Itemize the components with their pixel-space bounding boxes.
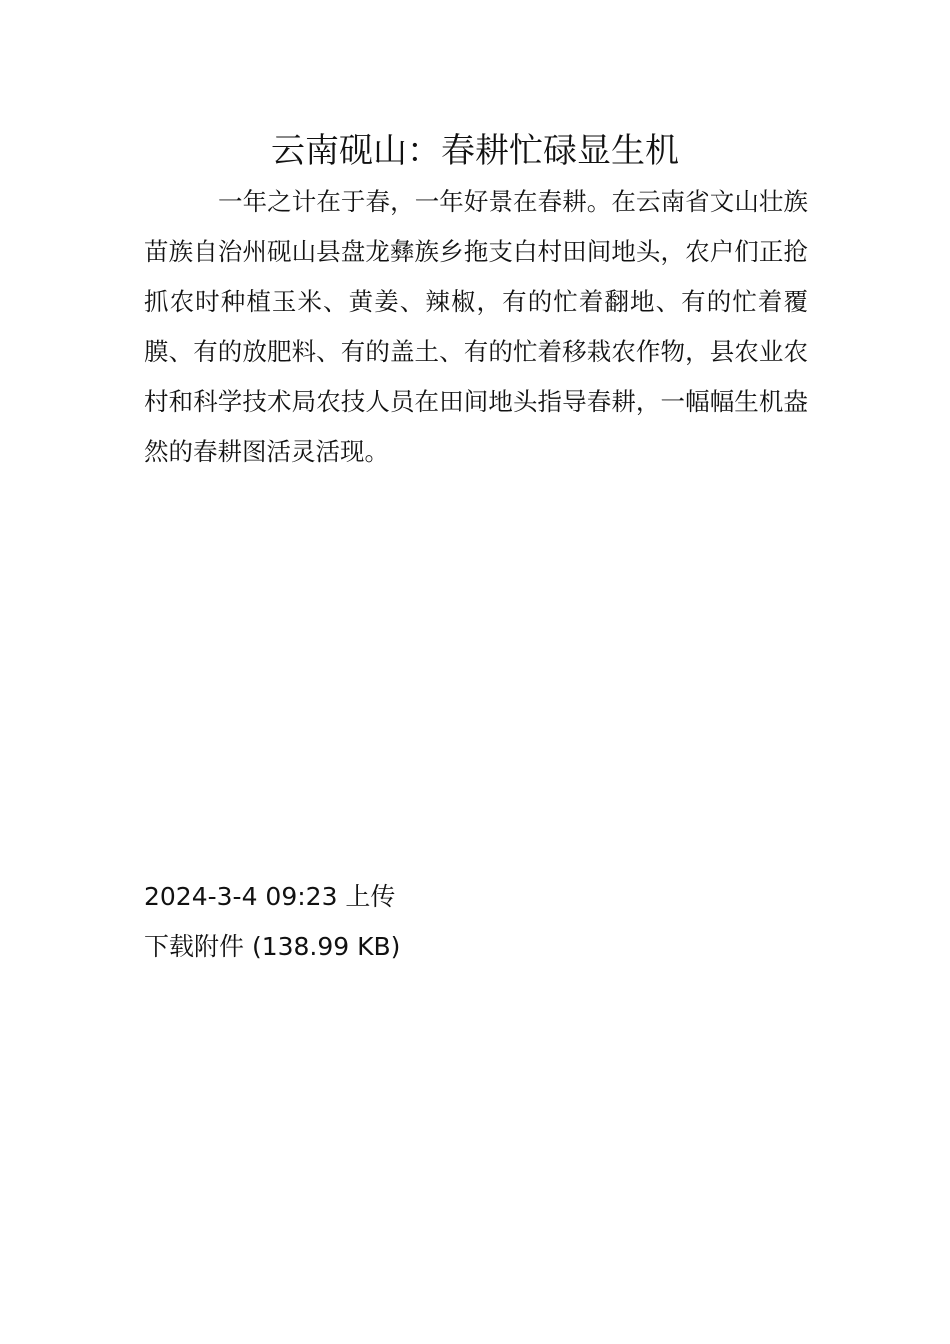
article-body: 一年之计在于春，一年好景在春耕。在云南省文山壮族苗族自治州砚山县盘龙彝族乡拖支白村田间地头，农户们正抢抓农时种植玉米、黄姜、辣椒，有的忙着翻地、有的忙着覆膜、有的放肥料、有的盖土、有的忙着移栽农作物，县农业农村和科学技术局农技人员在田间地头指导春耕，一幅幅生机盎然的春耕图活灵活现。 — [144, 187, 808, 466]
article-title: 云南砚山：春耕忙碌显生机 — [271, 131, 679, 171]
upload-timestamp: 2024-3-4 09:23 上传 — [144, 882, 396, 911]
download-attachment-link[interactable]: 下载附件 (138.99 KB) — [144, 932, 401, 961]
